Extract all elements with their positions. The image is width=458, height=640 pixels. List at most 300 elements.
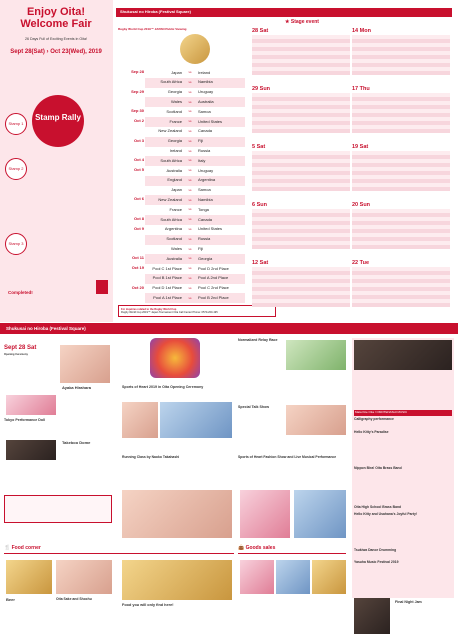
vs-label: vs xyxy=(188,227,192,231)
stage-program-line xyxy=(352,233,450,236)
stage-program-line xyxy=(352,299,450,302)
vs-label: vs xyxy=(188,295,192,300)
stamp-2-label: Stamp 2 xyxy=(8,166,24,171)
match-date: Sep 28 xyxy=(131,69,144,74)
takeboo-title: Takeboo Dome xyxy=(62,440,91,445)
match-date: Oct 11 xyxy=(131,255,144,261)
goods-photo-2 xyxy=(276,560,310,594)
bag-icon: 👜 xyxy=(238,545,245,551)
match-row xyxy=(145,166,245,176)
vs-label: vs xyxy=(188,89,192,94)
nippon-bira-title: Nippon Bira! Oita Brass Band xyxy=(354,466,402,470)
match-row xyxy=(145,78,245,88)
stage-program-line xyxy=(352,241,450,244)
team-2: Russia xyxy=(198,236,211,242)
stage-day-block xyxy=(252,28,350,75)
stage-event-label xyxy=(285,19,319,25)
team-2: Samoa xyxy=(198,108,211,114)
team-2: Pool A 2nd Place xyxy=(198,275,229,281)
stage-day: 29 Sun xyxy=(252,86,271,92)
goods-photo-1 xyxy=(240,560,274,594)
stage-day-block xyxy=(252,260,350,307)
stage-program-line xyxy=(352,121,450,124)
final-jam-photo xyxy=(354,598,390,634)
tokyo-doll-title: Tokyo Performance Doll xyxy=(4,418,46,422)
team-2: Australia xyxy=(198,98,214,104)
relay-photo xyxy=(286,340,346,370)
match-row xyxy=(145,156,245,166)
special-talk-title: Special Talk Show xyxy=(238,405,270,409)
team-2: Tonga xyxy=(198,206,209,212)
match-date: Oct 9 xyxy=(133,225,144,231)
vs-label: vs xyxy=(188,129,192,133)
stage-day-block xyxy=(252,144,350,191)
stage-day: 14 Mon xyxy=(352,28,371,34)
rugby-banner: Rugby World Cup 2019™ JAPAN Public Viewing xyxy=(118,27,187,31)
tsukiwa-title: Tsukiwa Dance Drumming xyxy=(354,548,397,552)
team-2: Canada xyxy=(198,216,213,222)
stage-program-line xyxy=(352,287,450,290)
vs-label: vs xyxy=(188,256,192,261)
team-2: Russia xyxy=(198,147,211,153)
stage-program-line xyxy=(352,175,450,178)
schedule-header-title: Shukusai no Hiroba (Festival Square) xyxy=(120,9,191,14)
team-2: Pool D 2nd Place xyxy=(198,265,229,271)
stage-program-line xyxy=(352,245,450,248)
stage-day: 5 Sat xyxy=(252,144,266,150)
stage-program-line xyxy=(352,101,450,104)
stage-program-line xyxy=(352,271,450,274)
trophy-image xyxy=(180,34,210,64)
stage-program-line xyxy=(352,187,450,190)
vs-label: vs xyxy=(188,285,192,290)
stage-program-line xyxy=(352,291,450,294)
food-photo xyxy=(122,560,232,600)
stage-program-line xyxy=(352,217,450,220)
stage-program-line xyxy=(252,55,350,58)
stamp-2 xyxy=(5,158,27,180)
stage-program-line xyxy=(352,51,450,54)
vs-label: vs xyxy=(188,276,192,280)
match-row xyxy=(145,205,245,215)
vs-label: vs xyxy=(188,168,192,173)
stage-program-line xyxy=(252,97,350,100)
stage-program-line xyxy=(352,35,450,38)
stage-program-line xyxy=(352,55,450,58)
stage-program-line xyxy=(252,125,350,128)
stage-program-line xyxy=(352,303,450,306)
team-1: France xyxy=(169,118,182,124)
stage-program-line xyxy=(252,279,350,282)
team-2: Fiji xyxy=(198,138,204,144)
match-date: Oct 4 xyxy=(133,157,144,163)
match-row xyxy=(145,244,245,254)
team-1: Scotland xyxy=(166,236,182,242)
stage-program-line xyxy=(252,105,350,108)
stage-program-line xyxy=(252,171,350,174)
takeboo-photo xyxy=(6,440,56,460)
vs-label: vs xyxy=(188,178,192,182)
star-icon: ★ xyxy=(285,19,290,25)
match-row xyxy=(145,235,245,245)
tokyo-doll-photo xyxy=(6,395,56,415)
stage-program-line xyxy=(252,151,350,154)
match-row xyxy=(145,264,245,274)
match-row xyxy=(145,146,245,156)
title-line-2: Welcome Fair xyxy=(20,17,92,30)
match-date: Oct 5 xyxy=(133,167,144,172)
stage-program-line xyxy=(252,287,350,290)
stage-day-block xyxy=(352,28,450,75)
stage-program-line xyxy=(252,245,350,248)
talk-photo xyxy=(286,405,346,435)
match-row xyxy=(145,274,245,284)
stage-program-line xyxy=(252,51,350,54)
stage-program-line xyxy=(252,275,350,278)
stage-program-line xyxy=(352,39,450,42)
team-2: Ireland xyxy=(198,69,211,75)
stage-program-line xyxy=(352,59,450,62)
beer-title: Beer xyxy=(6,597,15,602)
stage-program-line xyxy=(252,117,350,120)
stage-day: 6 Sun xyxy=(252,202,267,208)
stage-program-line xyxy=(352,213,450,216)
stage-program-line xyxy=(252,233,350,236)
stage-program-line xyxy=(352,151,450,154)
stage-day: 22 Tue xyxy=(352,260,370,266)
match-row xyxy=(145,137,245,147)
team-1: Australia xyxy=(166,255,182,261)
stage-day-block xyxy=(352,202,450,249)
stage-day-block xyxy=(252,86,350,133)
fashion-photo-2 xyxy=(294,490,346,538)
stage-program-line xyxy=(252,209,350,212)
team-1: New Zealand xyxy=(158,196,182,202)
inquiries-contact: Rugby World Cup 2019™ Japan Tournament Oita Call Center Phone: 0570-200-195 xyxy=(121,311,218,315)
stage-program-line xyxy=(252,167,350,170)
team-1: Pool A 1st Place xyxy=(153,294,182,300)
stage-program-line xyxy=(352,125,450,128)
vs-label: vs xyxy=(188,119,192,124)
food-text: Food you will only find here! xyxy=(122,603,174,607)
stage-program-line xyxy=(252,159,350,162)
team-2: Canada xyxy=(198,128,213,134)
stage-program-line xyxy=(252,63,350,66)
stage-program-line xyxy=(352,229,450,232)
stage-program-line xyxy=(252,225,350,228)
vs-label: vs xyxy=(188,207,192,212)
sports-of-heart-logo xyxy=(150,338,200,378)
matsuri-title: Mata Kite Oita / OMOTENASHI MUSIC xyxy=(354,410,452,416)
stage-program-line xyxy=(252,163,350,166)
stage-program-line xyxy=(352,275,450,278)
stage-day-block xyxy=(352,260,450,307)
match-row xyxy=(145,254,245,264)
stamp-rally-title: Stamp Rally xyxy=(35,113,81,122)
normalized-relay-title: Normalized Relay Race xyxy=(238,338,278,342)
stage-program-line xyxy=(352,43,450,46)
vs-label: vs xyxy=(188,217,192,222)
completed-label: Completed! xyxy=(8,290,33,295)
team-2: Uruguay xyxy=(198,89,214,95)
match-row xyxy=(145,225,245,235)
vs-label: vs xyxy=(188,246,192,251)
goods-header xyxy=(238,545,346,554)
bottom-header-title: Shukusai no Hiroba (Festival Square) xyxy=(6,326,86,331)
team-2: Uruguay xyxy=(198,167,214,173)
stage-program-line xyxy=(352,109,450,112)
stage-program-line xyxy=(252,213,350,216)
stage-program-line xyxy=(252,67,350,70)
vs-label: vs xyxy=(188,80,192,84)
team-1: France xyxy=(169,206,182,212)
team-1: Scotland xyxy=(166,108,182,114)
schedule-header xyxy=(116,8,452,17)
beer-photo xyxy=(6,560,52,594)
team-1: Ireland xyxy=(169,147,182,153)
team-2: Italy xyxy=(198,157,206,163)
vs-label: vs xyxy=(188,148,192,153)
fashion-photo-1 xyxy=(240,490,290,538)
stage-program-line xyxy=(252,155,350,158)
match-date: Oct 2 xyxy=(133,118,144,123)
stage-program-line xyxy=(352,113,450,116)
oita-high-title: Oita High School Brass Band xyxy=(354,505,402,509)
schedule-table xyxy=(4,495,112,523)
team-1: Japan xyxy=(171,187,182,193)
stage-program-line xyxy=(352,67,450,70)
stage-program-line xyxy=(252,183,350,186)
running-class-title: Running Class by Naoko Takahashi xyxy=(122,455,180,459)
stage-program-line xyxy=(352,159,450,162)
match-row xyxy=(145,117,245,127)
team-2: Namibia xyxy=(198,196,213,202)
stage-program-line xyxy=(352,155,450,158)
hello-kitty-2-title: Hello Kitty and Usahana's Joyful Party! xyxy=(354,512,417,516)
team-2: Argentina xyxy=(198,177,216,183)
team-1: Japan xyxy=(171,69,182,75)
goods-title: Goods sales xyxy=(245,545,276,551)
stage-program-line xyxy=(352,179,450,182)
stage-program-line xyxy=(252,179,350,182)
ayaka-photo xyxy=(60,345,110,383)
stage-program-line xyxy=(252,267,350,270)
stage-program-line xyxy=(252,101,350,104)
stage-program-line xyxy=(252,271,350,274)
match-row xyxy=(145,293,245,303)
team-1: Australia xyxy=(166,167,182,173)
stage-program-line xyxy=(352,183,450,186)
team-1: South Africa xyxy=(160,157,182,163)
oita-logo xyxy=(96,280,108,294)
sept28-date: Sept 28 Sat xyxy=(4,345,37,351)
food-corner-header xyxy=(4,545,234,554)
vs-label: vs xyxy=(188,266,192,271)
vs-label: vs xyxy=(188,187,192,192)
team-1: Pool B 1st Place xyxy=(152,275,182,281)
team-1: Georgia xyxy=(167,138,182,144)
stage-program-line xyxy=(352,47,450,50)
stage-day: 19 Sat xyxy=(352,144,369,150)
match-row xyxy=(145,97,245,107)
vs-label: vs xyxy=(188,138,192,143)
stage-day-block xyxy=(352,86,450,133)
team-1: New Zealand xyxy=(158,128,182,134)
team-1: Georgia xyxy=(167,89,182,95)
stage-program-line xyxy=(352,71,450,74)
stage-program-line xyxy=(252,175,350,178)
match-date: Oct 6 xyxy=(133,196,144,202)
stage-program-line xyxy=(352,267,450,270)
sake-title: Oita Sake and Shochu xyxy=(56,597,92,601)
stage-program-line xyxy=(352,93,450,96)
stage-program-line xyxy=(252,217,350,220)
match-date: Sep 30 xyxy=(131,108,144,114)
stage-program-line xyxy=(352,167,450,170)
goods-photo-3 xyxy=(312,560,346,594)
match-date: Oct 8 xyxy=(133,216,144,221)
title-line-1: Enjoy Oita! xyxy=(26,6,86,18)
stage-program-line xyxy=(352,279,450,282)
bottom-header xyxy=(0,323,458,334)
match-row xyxy=(145,127,245,137)
match-row xyxy=(145,107,245,117)
stage-program-line xyxy=(252,291,350,294)
team-2: Pool B 2nd Place xyxy=(198,294,229,300)
stamp-rally-badge xyxy=(32,95,84,147)
match-row xyxy=(145,176,245,186)
stage-program-line xyxy=(252,39,350,42)
vs-label: vs xyxy=(188,197,192,202)
team-2: Namibia xyxy=(198,79,213,85)
stage-day: 28 Sat xyxy=(252,28,269,34)
matsuri-photo xyxy=(354,340,452,370)
running-class-photo xyxy=(122,402,158,438)
yasuha-title: Yasuha Music Festival 2019 xyxy=(354,560,399,564)
team-2: Georgia xyxy=(198,255,213,261)
stage-program-line xyxy=(252,237,350,240)
team-1: South Africa xyxy=(160,79,182,85)
stage-day-block xyxy=(252,202,350,249)
food-corner-title: Food corner xyxy=(11,545,41,551)
stamp-3-label: Stamp 3 xyxy=(8,241,24,246)
stage-program-line xyxy=(252,221,350,224)
team-2: Pool C 2nd Place xyxy=(198,285,229,291)
stage-program-line xyxy=(352,129,450,132)
match-date: Oct 20 xyxy=(131,284,144,290)
vs-label: vs xyxy=(188,109,192,114)
stage-program-line xyxy=(252,241,350,244)
vs-label: vs xyxy=(188,99,192,104)
opening-ceremony-title: Opening Ceremony xyxy=(4,352,28,356)
team-2: United States xyxy=(198,118,223,124)
event-dates: Sept 28(Sat) › Oct 23(Wed), 2019 xyxy=(10,49,102,55)
stage-program-line xyxy=(352,97,450,100)
team-1: England xyxy=(167,177,182,183)
stamp-1 xyxy=(5,113,27,135)
stage-program-line xyxy=(252,303,350,306)
sports-of-heart-title: Sports of Heart 2019 in Oita Opening Ceremony xyxy=(122,385,204,389)
stage-program-line xyxy=(252,283,350,286)
match-date: Sep 29 xyxy=(131,88,144,94)
inquiries-title: For inquiries related to the Rugby World Cup xyxy=(121,308,177,311)
stage-program-line xyxy=(352,63,450,66)
stage-program-line xyxy=(252,187,350,190)
stamp-3 xyxy=(5,233,27,255)
stage-day: 12 Sat xyxy=(252,260,269,266)
sake-photo xyxy=(56,560,112,594)
stage-program-line xyxy=(252,121,350,124)
stage-day: 20 Sun xyxy=(352,202,371,208)
stage-program-line xyxy=(352,237,450,240)
opening-ceremony-block xyxy=(4,345,58,356)
vs-label: vs xyxy=(188,158,192,163)
team-1: Wales xyxy=(171,245,182,251)
stage-program-line xyxy=(352,171,450,174)
team-1: Argentina xyxy=(164,226,182,232)
stage-program-line xyxy=(252,299,350,302)
subtitle: 26 Days Full of Exciting Events in Oita! xyxy=(25,37,87,41)
match-row xyxy=(145,68,245,78)
food-icon: 🍴 xyxy=(4,545,11,551)
sports-photo xyxy=(160,402,232,438)
ayaka-name: Ayaka Hirahara xyxy=(62,385,91,390)
runners-photo xyxy=(122,490,232,538)
match-date: Oct 19 xyxy=(131,265,144,270)
stage-program-line xyxy=(252,43,350,46)
stage-event-text: Stage event xyxy=(290,19,319,25)
stage-program-line xyxy=(352,105,450,108)
stage-program-line xyxy=(252,35,350,38)
match-row xyxy=(145,88,245,98)
match-row xyxy=(145,195,245,205)
team-1: Pool D 1st Place xyxy=(152,285,182,291)
fashion-show-title: Sports of Heart Fashion Show and Live Musical Performance xyxy=(238,455,337,459)
stage-program-line xyxy=(352,209,450,212)
match-date: Oct 3 xyxy=(133,137,144,143)
final-jam-title: Final Night Jam xyxy=(395,600,422,604)
stage-program-line xyxy=(352,295,450,298)
team-1: Wales xyxy=(171,98,182,104)
stage-program-line xyxy=(252,229,350,232)
stage-program-line xyxy=(352,221,450,224)
match-row xyxy=(145,215,245,225)
team-1: Pool C 1st Place xyxy=(152,265,182,271)
stage-program-line xyxy=(352,117,450,120)
stage-program-line xyxy=(352,225,450,228)
calligraphy-title: Calligraphy performance xyxy=(354,417,394,421)
team-2: Samoa xyxy=(198,187,211,193)
vs-label: vs xyxy=(188,70,192,75)
team-2: Fiji xyxy=(198,245,204,251)
team-2: United States xyxy=(198,226,223,232)
stage-program-line xyxy=(352,163,450,166)
stage-program-line xyxy=(352,283,450,286)
stage-program-line xyxy=(252,113,350,116)
stage-program-line xyxy=(252,59,350,62)
stage-day-block xyxy=(352,144,450,191)
stage-program-line xyxy=(252,295,350,298)
stage-day: 17 Thu xyxy=(352,86,370,92)
team-1: South Africa xyxy=(160,216,182,222)
vs-label: vs xyxy=(188,236,192,241)
stage-program-line xyxy=(252,47,350,50)
hello-kitty-title: Hello Kitty's Paradise xyxy=(354,430,389,434)
stage-program-line xyxy=(252,129,350,132)
match-row xyxy=(145,186,245,196)
page-title xyxy=(4,7,108,30)
stage-program-line xyxy=(252,109,350,112)
